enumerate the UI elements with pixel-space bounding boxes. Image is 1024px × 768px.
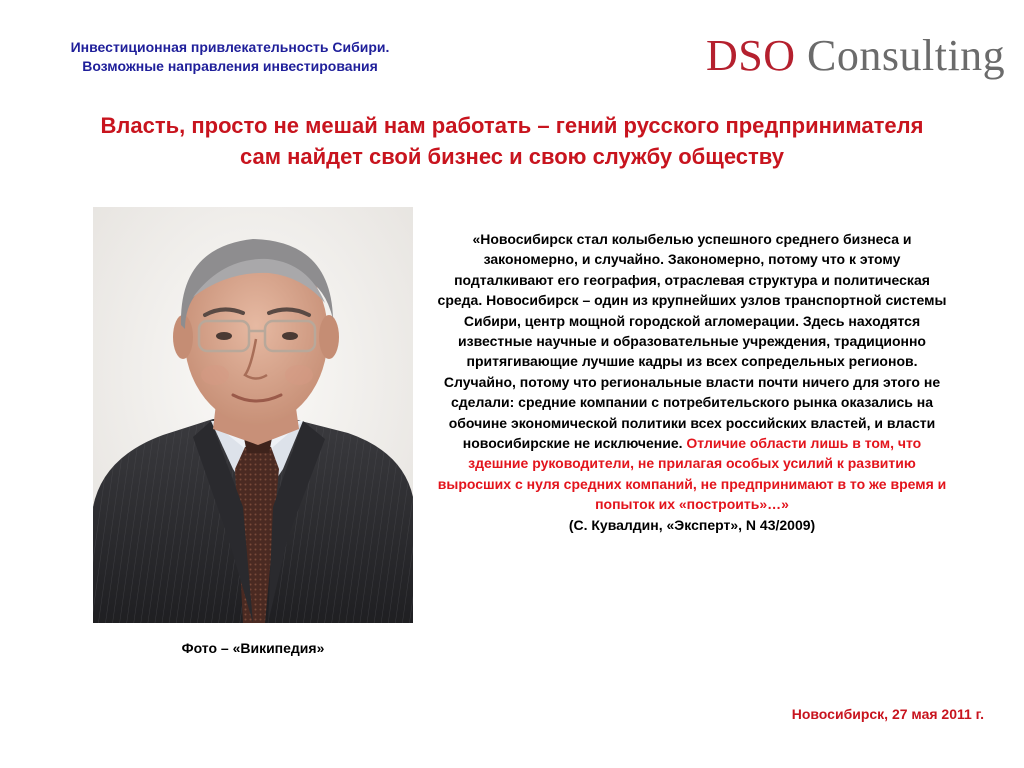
title-line-2: Возможные направления инвестирования <box>82 58 378 74</box>
headline-line-2: сам найдет свой бизнес и свою службу обществу <box>239 144 785 169</box>
portrait-photo <box>93 207 413 623</box>
headline-line-1: Власть, просто не мешай нам работать – гений русского предпринимателя <box>100 113 924 138</box>
quote-block <box>432 229 952 535</box>
title-line-1: Инвестиционная привлекательность Сибири. <box>70 39 390 55</box>
portrait-illustration <box>93 207 413 623</box>
photo-caption: Фото – «Википедия» <box>181 640 325 656</box>
slide-headline <box>20 110 1004 172</box>
footer-date: Новосибирск, 27 мая 2011 г. <box>791 706 984 722</box>
presentation-title <box>20 38 440 76</box>
quote-source: (С. Кувалдин, «Эксперт», N 43/2009) <box>568 516 816 533</box>
logo-dso-text: DSO <box>706 31 796 80</box>
quote-text: «Новосибирск стал колыбелью успешного среднего бизнеса и закономерно, и случайно. Закономерно, потому что к этому подталкивают его география, отраслевая структура и политическая среда. Новосибирск – один из крупнейших узлов транспортной системы Сибири, центр мощной городской агломерации. Здесь находятся известные научные и образовательные учреждения, традиционно притягивающие лучшие кадры из всех сопредельных регионов. Случайно, потому что региональные власти почти ничего для этого не сделали: средние компании с потребительского рынка оказались на обочине экономической политики всех российских властей, и власти новосибирские не исключение. <box>437 231 947 452</box>
quote-highlight: Отличие области лишь в том, что здешние руководители, не прилагая особых усилий к развитию выросших с нуля средних компаний, не предпринимают в то же время и попыток их «построить»…» <box>437 435 947 513</box>
dso-consulting-logo <box>706 30 1005 81</box>
logo-consulting-text: Consulting <box>807 31 1006 80</box>
